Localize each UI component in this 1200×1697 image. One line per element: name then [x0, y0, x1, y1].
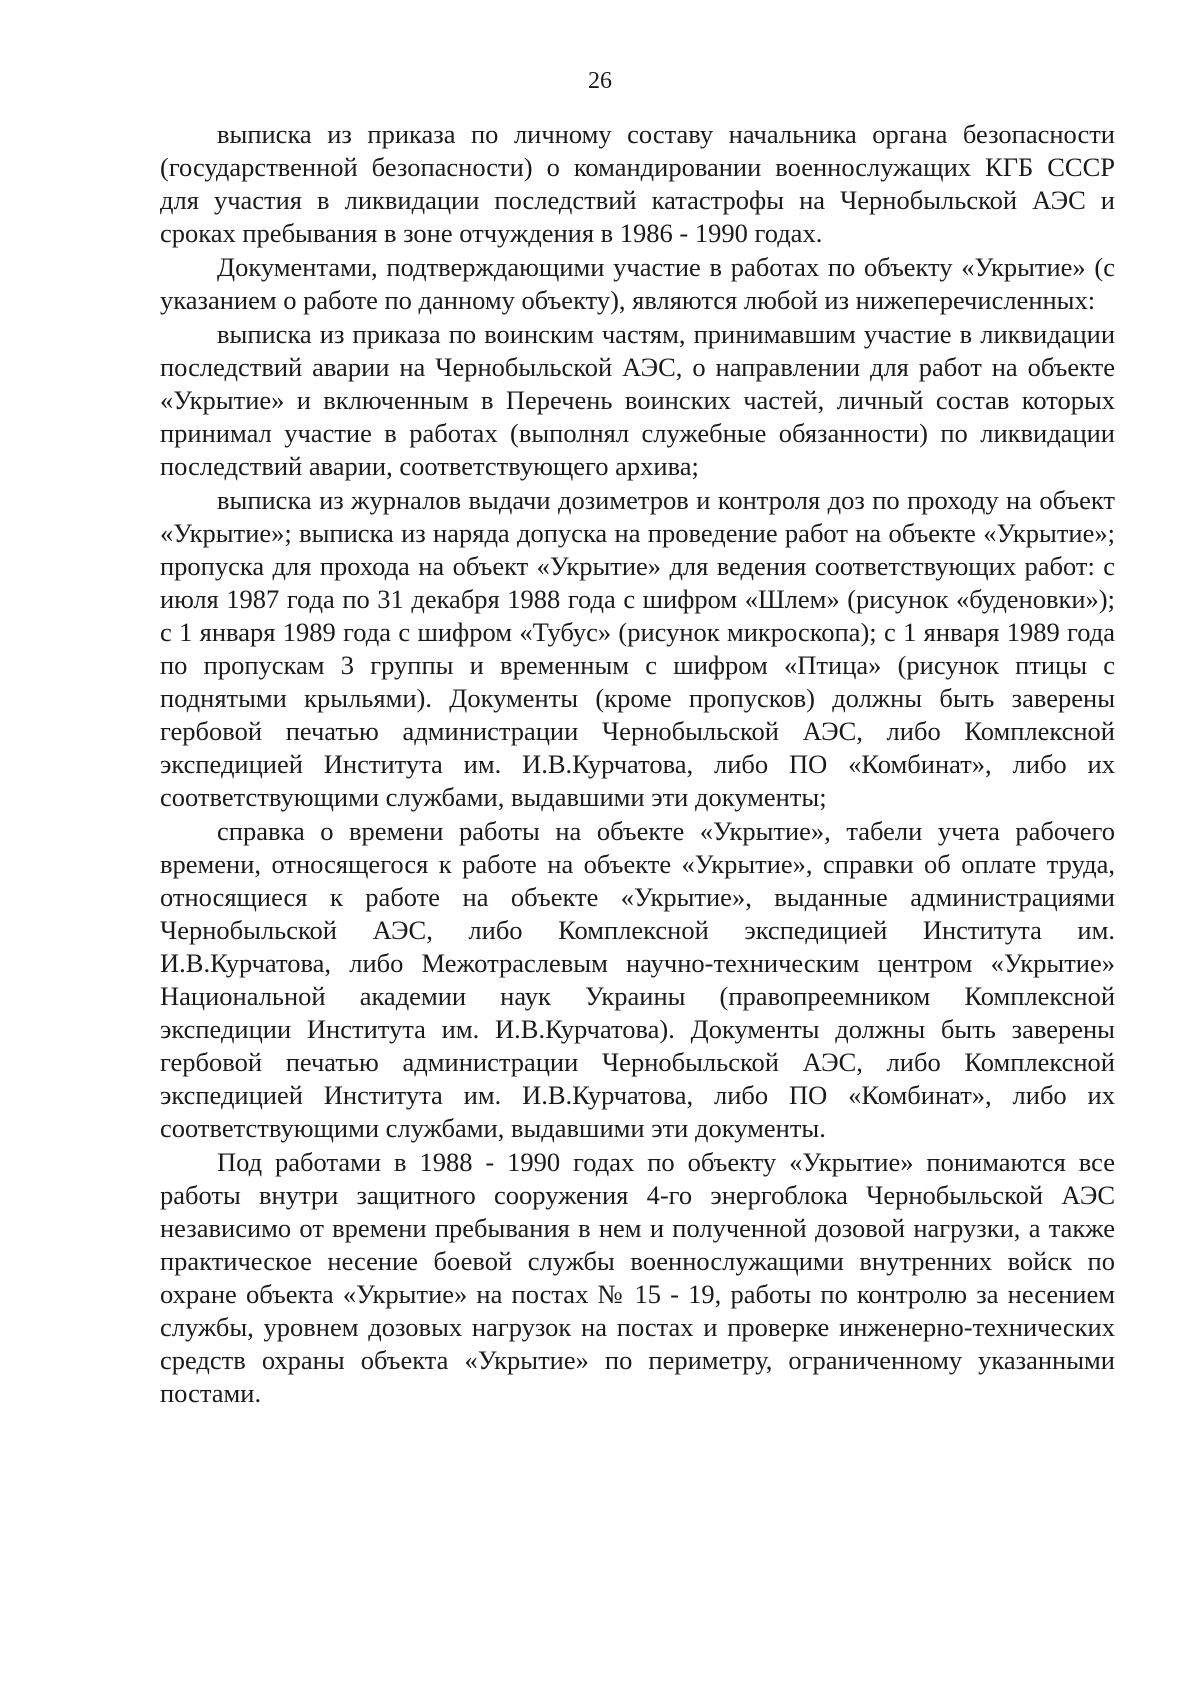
paragraph-work-time-certificate: справка о времени работы на объекте «Укрытие», табели учета рабочего времени, относящегося к работе на объекте «Укрытие», справки об оплате труда, относящиеся к работе на объекте «Укрытие», выданные администрациями Чернобыльской АЭС, либо Комплексной экспедицией Института им. И.В.Курчатова, либо Межотраслевым научно-техническим центром «Укрытие» Национальной академии наук Украины (правопреемником Комплексной экспедиции Института им. И.В.Курчатова). Документы должны быть заверены гербовой печатью администрации Чернобыльской АЭС, либо Комплексной экспедицией Института им. И.В.Курчатова, либо ПО «Комбинат», либо их соответствующими службами, выдавшими эти документы.: [160, 816, 1115, 1143]
document-body: [160, 118, 1115, 1410]
paragraph-definition-of-works: Под работами в 1988 - 1990 годах по объекту «Укрытие» понимаются все работы внутри защитного сооружения 4-го энергоблока Чернобыльской АЭС независимо от времени пребывания в нем и полученной дозовой нагрузки, а также практическое несение боевой службы военнослужащими внутренних войск по охране объекта «Укрытие» на постах № 15 - 19, работы по контролю за несением службы, уровнем дозовых нагрузок на постах и проверке инженерно-технических средств охраны объекта «Укрытие» по периметру, ограниченному указанными постами.: [160, 1147, 1115, 1408]
paragraph-kgb-order-extract: выписка из приказа по личному составу начальника органа безопасности (государственной безопасности) о командировании военнослужащих КГБ СССР для участия в ликвидации последствий катастрофы на Чернобыльской АЭС и сроках пребывания в зоне отчуждения в 1986 - 1990 годах.: [160, 119, 1115, 248]
paragraph-confirming-documents-intro: Документами, подтверждающими участие в работах по объекту «Укрытие» (с указанием о работе по данному объекту), являются любой из нижеперечисленных:: [160, 252, 1115, 315]
paragraph-dosimeter-journals-and-passes: выписка из журналов выдачи дозиметров и контроля доз по проходу на объект «Укрытие»; выписка из наряда допуска на проведение работ на объекте «Укрытие»; пропуска для прохода на объект «Укрытие» для ведения соответствующих работ: с июля 1987 года по 31 декабря 1988 года с шифром «Шлем» (рисунок «буденовки»); с 1 января 1989 года с шифром «Тубус» (рисунок микроскопа); с 1 января 1989 года по пропускам 3 группы и временным с шифром «Птица» (рисунок птицы с поднятыми крыльями). Документы (кроме пропусков) должны быть заверены гербовой печатью администрации Чернобыльской АЭС, либо Комплексной экспедицией Института им. И.В.Курчатова, либо ПО «Комбинат», либо их соответствующими службами, выдавшими эти документы;: [160, 485, 1115, 812]
paragraph-military-units-order-extract: выписка из приказа по воинским частям, принимавшим участие в ликвидации последствий аварии на Чернобыльской АЭС, о направлении для работ на объекте «Укрытие» и включенным в Перечень воинских частей, личный состав которых принимал участие в работах (выполнял служебные обязанности) по ликвидации последствий аварии, соответствующего архива;: [160, 319, 1115, 481]
page-number: 26: [588, 68, 612, 94]
